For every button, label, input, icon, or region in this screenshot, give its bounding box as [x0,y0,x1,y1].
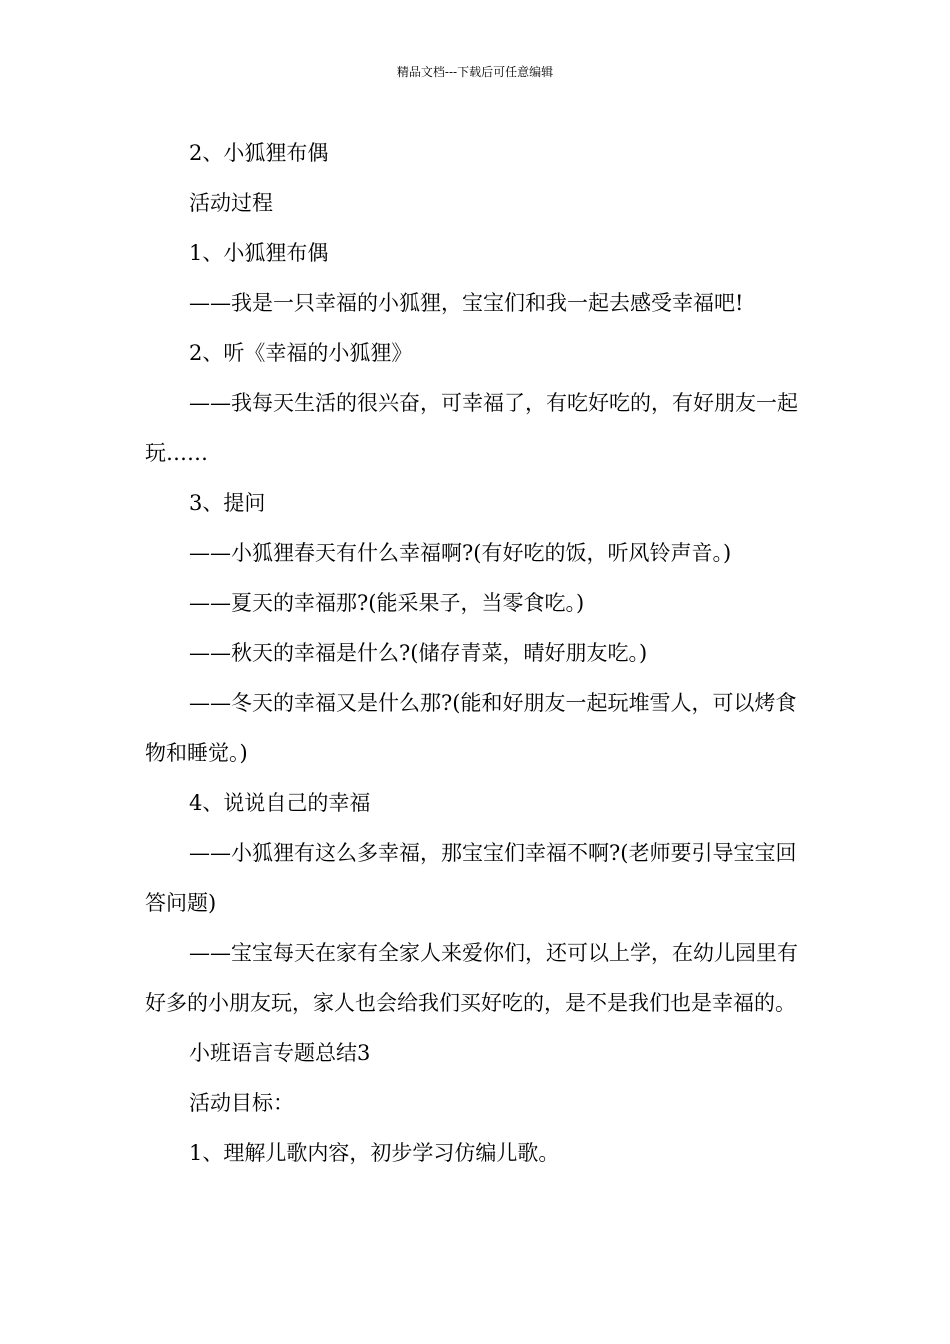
paragraph: 2、听《幸福的小狐狸》 [189,341,413,365]
paragraph: 4、说说自己的幸福 [189,791,371,815]
paragraph: ——冬天的幸福又是什么那?(能和好朋友一起玩堆雪人，可以烤食物和睡觉。) [145,691,797,765]
paragraph: ——小狐狸有这么多幸福，那宝宝们幸福不啊?(老师要引导宝宝回答问题) [145,841,797,915]
paragraph: ——秋天的幸福是什么?(储存青菜，晴好朋友吃。) [189,641,648,665]
paragraph: ——我是一只幸福的小狐狸，宝宝们和我一起去感受幸福吧! [189,291,744,315]
paragraph: ——夏天的幸福那?(能采果子，当零食吃。) [189,591,585,615]
paragraph: 2、小狐狸布偶 [189,141,329,165]
document-body [145,128,810,1178]
paragraph: 1、理解儿歌内容，初步学习仿编儿歌。 [189,1141,560,1165]
section-heading: 小班语言专题总结3 [189,1041,371,1065]
paragraph: 3、提问 [189,491,266,515]
page-header: 精品文档---下载后可任意编辑 [396,65,554,79]
paragraph: 1、小狐狸布偶 [189,241,329,265]
paragraph: ——我每天生活的很兴奋，可幸福了，有吃好吃的，有好朋友一起玩…… [145,391,798,465]
paragraph: 活动过程 [189,191,273,215]
paragraph: ——宝宝每天在家有全家人来爱你们，还可以上学，在幼儿园里有好多的小朋友玩，家人也会给我们买好吃的，是不是我们也是幸福的。 [145,941,798,1015]
paragraph: 活动目标： [189,1091,294,1115]
paragraph: ——小狐狸春天有什么幸福啊?(有好吃的饭，听风铃声音。) [189,541,732,565]
